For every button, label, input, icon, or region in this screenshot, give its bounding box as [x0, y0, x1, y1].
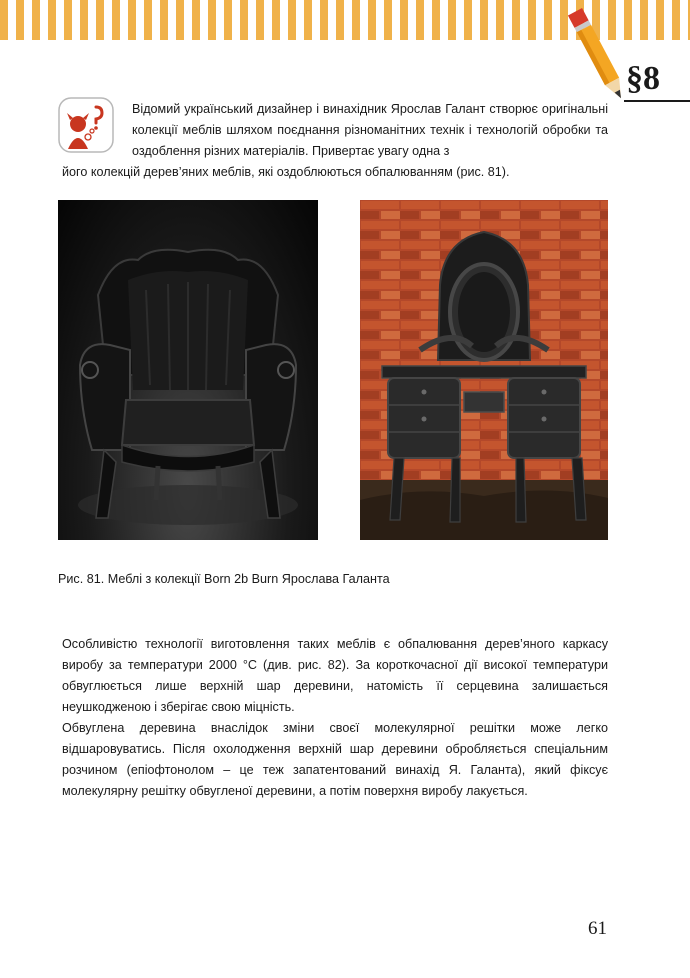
page-number: 61	[588, 918, 607, 939]
pencil-icon	[568, 0, 628, 110]
body-text	[62, 634, 608, 802]
figure-caption: Рис. 81. Меблі з колекції Born 2b Burn Ярослава Галанта	[58, 572, 390, 586]
section-number: §8	[626, 60, 660, 97]
section-underline	[624, 100, 690, 102]
armchair-photo	[58, 200, 318, 540]
thinking-character-icon	[58, 97, 114, 153]
body-paragraph-1: Особливістю технології виготовлення таких меблів є обпалювання дерев’яного каркасу виробу за температури 2000 °C (див. рис. 82). За короткочасної дії високої температури обвуглюється лише верхній шар деревини, натомість її серцевина залишається неушкодженою і зберігає свою міцність.	[62, 637, 608, 714]
body-paragraph-2: Обвуглена деревина внаслідок зміни своєї молекулярної решітки може легко відшаровуватись. Після охолодження верхній шар деревини обробляється спеціальним розчином (епіофтонолом – це теж запатентований винахід Я. Галанта), який фіксує молекулярну решітку обвугленої деревини, а потім поверхня виробу лакується.	[62, 721, 608, 798]
vanity-table-photo	[360, 200, 608, 540]
intro-paragraph: Відомий український дизайнер і винахідник Ярослав Галант створює оригінальні колекції меблів шляхом поєднання різноманітних технік і технологій обробки та оздоблення різних матеріалів. Привертає увагу одна з	[132, 102, 608, 158]
intro-paragraph-end: його колекцій дерев’яних меблів, які оздоблюються обпалюванням (рис. 81).	[62, 165, 510, 179]
